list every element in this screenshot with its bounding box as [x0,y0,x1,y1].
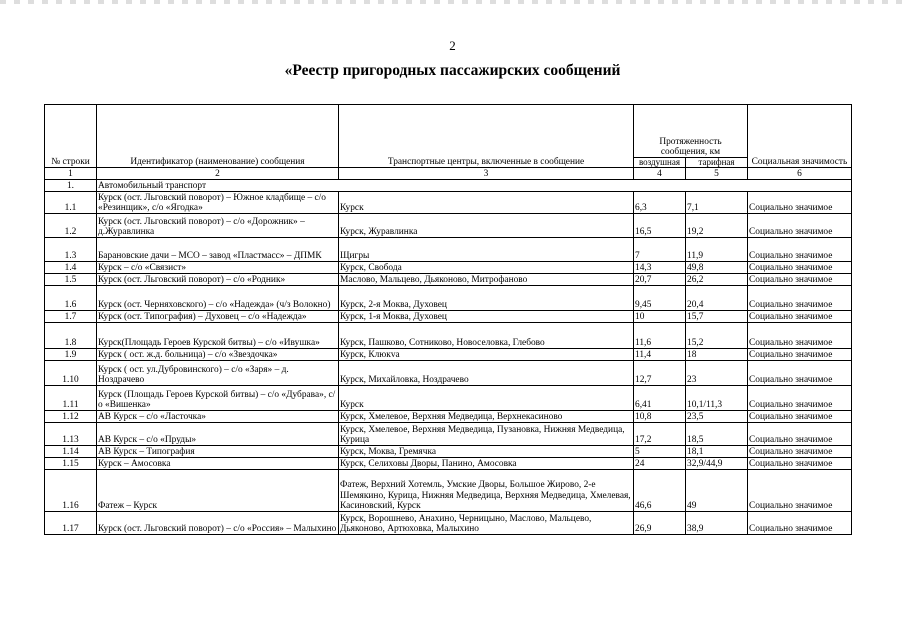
air-distance-cell: 46,6 [634,470,686,512]
social-significance-cell: Социально значимое [748,323,852,349]
transport-centers-cell: Курск, Михайловка, Ноздрачево [339,361,634,386]
table-row [45,192,852,214]
route-identifier-cell: Курск (ост. Типография) – Духовец – с/о «Надежда» [97,311,339,323]
social-significance-cell: Социально значимое [748,512,852,535]
air-distance-cell: 26,9 [634,512,686,535]
header-identifier: Идентификатор (наименование) сообщения [97,105,339,168]
transport-centers-cell: Курск, Ворошнево, Анахино, Черницыно, Маслово, Мальцево, Дьяконово, Артюховка, Малыхино [339,512,634,535]
air-distance-cell: 10,8 [634,411,686,423]
table-row [45,262,852,274]
tariff-distance-cell: 11,9 [686,238,748,262]
tariff-distance-cell: 10,1/11,3 [686,386,748,411]
tariff-distance-cell: 7,1 [686,192,748,214]
air-distance-cell: 20,7 [634,274,686,286]
registry-table [44,104,852,535]
social-significance-cell: Социально значимое [748,192,852,214]
social-significance-cell: Социально значимое [748,238,852,262]
tariff-distance-cell: 20,4 [686,286,748,311]
social-significance-cell: Социально значимое [748,274,852,286]
table-row [45,423,852,446]
transport-centers-cell: Курск, Моква, Гремячка [339,446,634,458]
transport-centers-cell: Курск, 2-я Моква, Духовец [339,286,634,311]
transport-centers-cell: Курск [339,192,634,214]
row-number-cell: 1.6 [45,286,97,311]
transport-centers-cell: Курск, Пашково, Сотниково, Новоселовка, Глебово [339,323,634,349]
row-number-cell: 1.14 [45,446,97,458]
row-number-cell: 1.4 [45,262,97,274]
table-row [45,411,852,423]
transport-centers-cell: Курск, Хмелевое, Верхняя Медведица, Пузановка, Нижняя Медведица, Курица [339,423,634,446]
section-label: Автомобильный транспорт [97,180,852,192]
table-row [45,458,852,470]
social-significance-cell: Социально значимое [748,361,852,386]
transport-centers-cell: Курск, 1-я Моква, Духовец [339,311,634,323]
social-significance-cell: Социально значимое [748,262,852,274]
transport-centers-cell: Фатеж, Верхний Хотемль, Умские Дворы, Большое Жирово, 2-е Шемякино, Курица, Нижняя Медведица, Верхняя Медведица, Хмелевая, Касиновский, Курск [339,470,634,512]
route-identifier-cell: Курск(Площадь Героев Курской битвы) – с/о «Ивушка» [97,323,339,349]
row-number-cell: 1.8 [45,323,97,349]
row-number-cell: 1.3 [45,238,97,262]
row-number-cell: 1.13 [45,423,97,446]
route-identifier-cell: АВ Курск – Типография [97,446,339,458]
row-number-cell: 1.10 [45,361,97,386]
section-number: 1. [45,180,97,192]
table-row [45,238,852,262]
tariff-distance-cell: 18,1 [686,446,748,458]
table-row [45,323,852,349]
tariff-distance-cell: 23,5 [686,411,748,423]
air-distance-cell: 7 [634,238,686,262]
table-row [45,386,852,411]
header-transport-centers: Транспортные центры, включенные в сообщение [339,105,634,168]
air-distance-cell: 5 [634,446,686,458]
social-significance-cell: Социально значимое [748,470,852,512]
row-number-cell: 1.1 [45,192,97,214]
social-significance-cell: Социально значимое [748,423,852,446]
column-number: 4 [634,168,686,180]
air-distance-cell: 6,3 [634,192,686,214]
table-row [45,286,852,311]
route-identifier-cell: Курск ( ост. ул.Дубровинского) – с/о «Заря» – д. Ноздрачево [97,361,339,386]
social-significance-cell: Социально значимое [748,311,852,323]
row-number-cell: 1.16 [45,470,97,512]
tariff-distance-cell: 18 [686,349,748,361]
column-number: 1 [45,168,97,180]
row-number-cell: 1.11 [45,386,97,411]
column-number: 6 [748,168,852,180]
air-distance-cell: 16,5 [634,214,686,238]
row-number-cell: 1.9 [45,349,97,361]
air-distance-cell: 24 [634,458,686,470]
route-identifier-cell: Барановские дачи – МСО – завод «Пластмасс» – ДПМК [97,238,339,262]
air-distance-cell: 11,6 [634,323,686,349]
column-number-row [45,168,852,180]
header-social: Социальная значимость [748,105,852,168]
row-number-cell: 1.15 [45,458,97,470]
air-distance-cell: 6,41 [634,386,686,411]
tariff-distance-cell: 23 [686,361,748,386]
tariff-distance-cell: 49,8 [686,262,748,274]
air-distance-cell: 12,7 [634,361,686,386]
transport-centers-cell: Курск, Селиховы Дворы, Панино, Амосовка [339,458,634,470]
transport-centers-cell: Курск, Хмелевое, Верхняя Медведица, Верхнекасиново [339,411,634,423]
tariff-distance-cell: 49 [686,470,748,512]
document-title: «Реестр пригородных пассажирских сообщений [284,62,621,79]
air-distance-cell: 9,45 [634,286,686,311]
header-length: Протяженность сообщения, км [634,105,748,158]
tariff-distance-cell: 15,7 [686,311,748,323]
table-row [45,274,852,286]
route-identifier-cell: Курск ( ост. ж.д. больница) – с/о «Звездочка» [97,349,339,361]
table-row [45,470,852,512]
social-significance-cell: Социально значимое [748,386,852,411]
transport-centers-cell: Курск, Клюкva [339,349,634,361]
header-row-number: № строки [45,105,97,168]
tariff-distance-cell: 15,2 [686,323,748,349]
transport-centers-cell: Щигры [339,238,634,262]
social-significance-cell: Социально значимое [748,458,852,470]
air-distance-cell: 11,4 [634,349,686,361]
social-significance-cell: Социально значимое [748,446,852,458]
air-distance-cell: 14,3 [634,262,686,274]
table-row [45,311,852,323]
route-identifier-cell: Курск (Площадь Героев Курской битвы) – с/о «Дубрава», с/о «Вишенка» [97,386,339,411]
table-row [45,446,852,458]
column-number: 5 [686,168,748,180]
social-significance-cell: Социально значимое [748,411,852,423]
scan-top-edge [0,0,905,4]
table-row [45,214,852,238]
row-number-cell: 1.2 [45,214,97,238]
social-significance-cell: Социально значимое [748,214,852,238]
tariff-distance-cell: 26,2 [686,274,748,286]
route-identifier-cell: Курск (ост. Льговский поворот) – Южное кладбище – с/о «Резинщик», с/о «Ягодка» [97,192,339,214]
route-identifier-cell: Фатеж – Курск [97,470,339,512]
header-length-tariff: тарифная [686,158,748,168]
route-identifier-cell: Курск (ост. Льговский поворот) – с/о «Россия» – Малыхино [97,512,339,535]
air-distance-cell: 17,2 [634,423,686,446]
page-number: 2 [449,38,456,53]
tariff-distance-cell: 18,5 [686,423,748,446]
route-identifier-cell: Курск – с/о «Связист» [97,262,339,274]
route-identifier-cell: АВ Курск – с/о «Пруды» [97,423,339,446]
row-number-cell: 1.7 [45,311,97,323]
air-distance-cell: 10 [634,311,686,323]
route-identifier-cell: Курск (ост. Льговский поворот) – с/о «Родник» [97,274,339,286]
row-number-cell: 1.12 [45,411,97,423]
transport-centers-cell: Курск, Свобода [339,262,634,274]
column-number: 3 [339,168,634,180]
tariff-distance-cell: 38,9 [686,512,748,535]
route-identifier-cell: Курск – Амосовка [97,458,339,470]
route-identifier-cell: Курск (ост. Льговский поворот) – с/о «Дорожник» – д.Журавлинка [97,214,339,238]
row-number-cell: 1.5 [45,274,97,286]
route-identifier-cell: Курск (ост. Черняховского) – с/о «Надежда» (ч/з Волокно) [97,286,339,311]
tariff-distance-cell: 32,9/44,9 [686,458,748,470]
social-significance-cell: Социально значимое [748,349,852,361]
table-row [45,512,852,535]
table-row [45,349,852,361]
social-significance-cell: Социально значимое [748,286,852,311]
section-row [45,180,852,192]
route-identifier-cell: АВ Курск – с/о «Ласточка» [97,411,339,423]
tariff-distance-cell: 19,2 [686,214,748,238]
transport-centers-cell: Курск [339,386,634,411]
transport-centers-cell: Курск, Журавлинка [339,214,634,238]
table-row [45,361,852,386]
header-length-air: воздушная [634,158,686,168]
transport-centers-cell: Маслово, Мальцево, Дьяконово, Митрофаново [339,274,634,286]
column-number: 2 [97,168,339,180]
header-row [45,105,852,158]
row-number-cell: 1.17 [45,512,97,535]
